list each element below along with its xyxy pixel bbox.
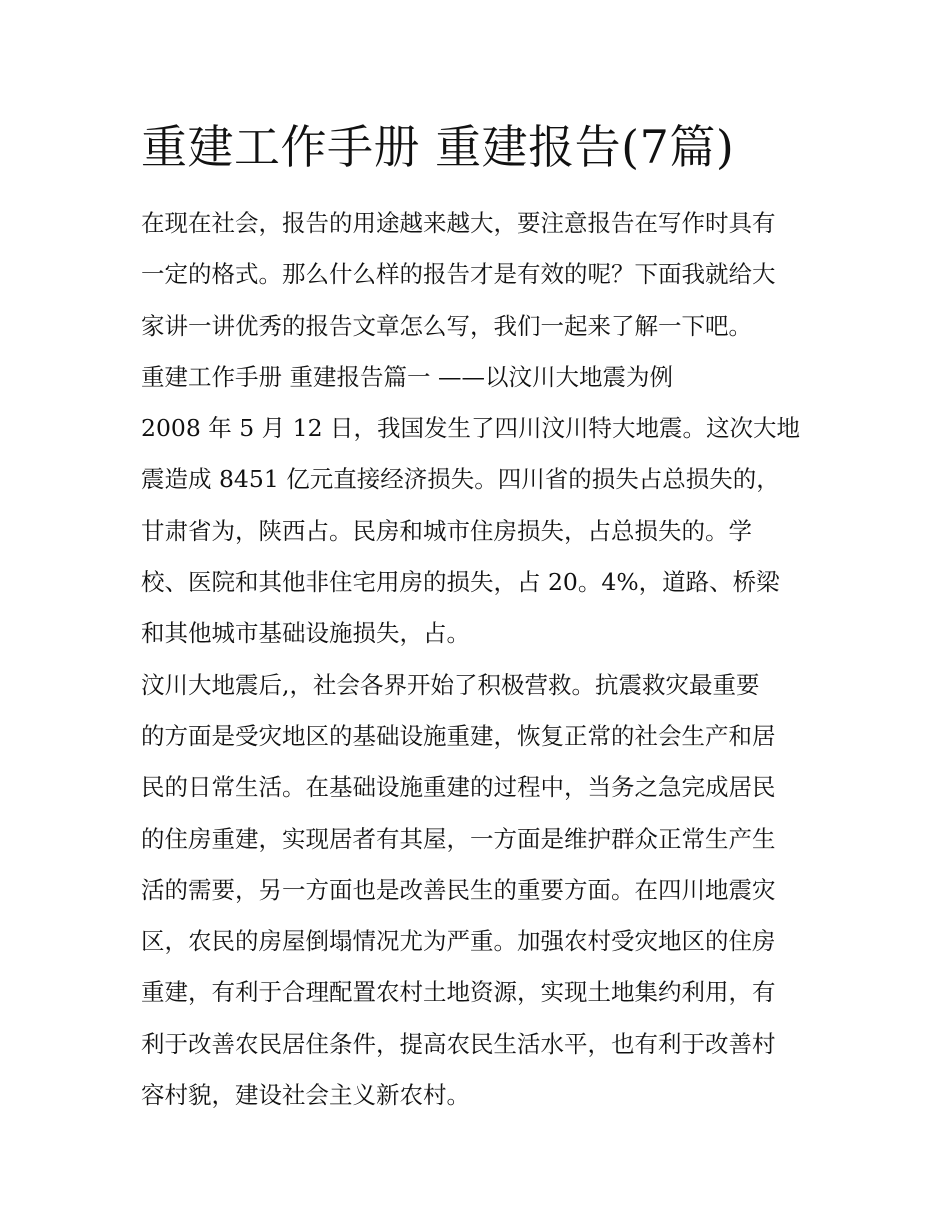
body-line: 容村貌，建设社会主义新农村。 <box>141 1081 470 1110</box>
body-line: 校、医院和其他非住宅用房的损失，占 20。4%，道路、桥梁 <box>141 568 780 597</box>
body-line: 在现在社会，报告的用途越来越大，要注意报告在写作时具有 <box>141 209 776 237</box>
section-heading: 重建工作手册 重建报告篇一 ——以汶川大地震为例 <box>141 362 673 391</box>
body-line: 活的需要，另一方面也是改善民生的重要方面。在四川地震灾 <box>141 875 776 904</box>
body-line: 的住房重建，实现居者有其屋，一方面是维护群众正常生产生 <box>141 824 776 853</box>
body-line: 甘肃省为，陕西占。民房和城市住房损失，占总损失的。学 <box>141 516 752 545</box>
document-body <box>141 198 821 1121</box>
body-line: 家讲一讲优秀的报告文章怎么写，我们一起来了解一下吧。 <box>141 311 752 340</box>
body-line: 2008 年 5 月 12 日，我国发生了四川汶川特大地震。这次大地 <box>141 414 801 443</box>
body-line: 利于改善农民居住条件，提高农民生活水平，也有利于改善村 <box>141 1029 776 1058</box>
body-line: 和其他城市基础设施损失，占。 <box>141 619 470 648</box>
body-line: 重建，有利于合理配置农村土地资源，实现土地集约利用，有 <box>141 978 776 1007</box>
body-line: 汶川大地震后,，社会各界开始了积极营救。抗震救灾最重要 <box>141 670 760 699</box>
body-line: 区，农民的房屋倒塌情况尤为严重。加强农村受灾地区的住房 <box>141 927 776 956</box>
body-line: 民的日常生活。在基础设施重建的过程中，当务之急完成居民 <box>141 773 776 802</box>
body-line: 震造成 8451 亿元直接经济损失。四川省的损失占总损失的， <box>141 465 780 494</box>
document-title: 重建工作手册 重建报告(7篇) <box>141 120 735 174</box>
body-line: 的方面是受灾地区的基础设施重建，恢复正常的社会生产和居 <box>141 721 776 750</box>
body-line: 一定的格式。那么什么样的报告才是有效的呢？下面我就给大 <box>141 260 776 289</box>
